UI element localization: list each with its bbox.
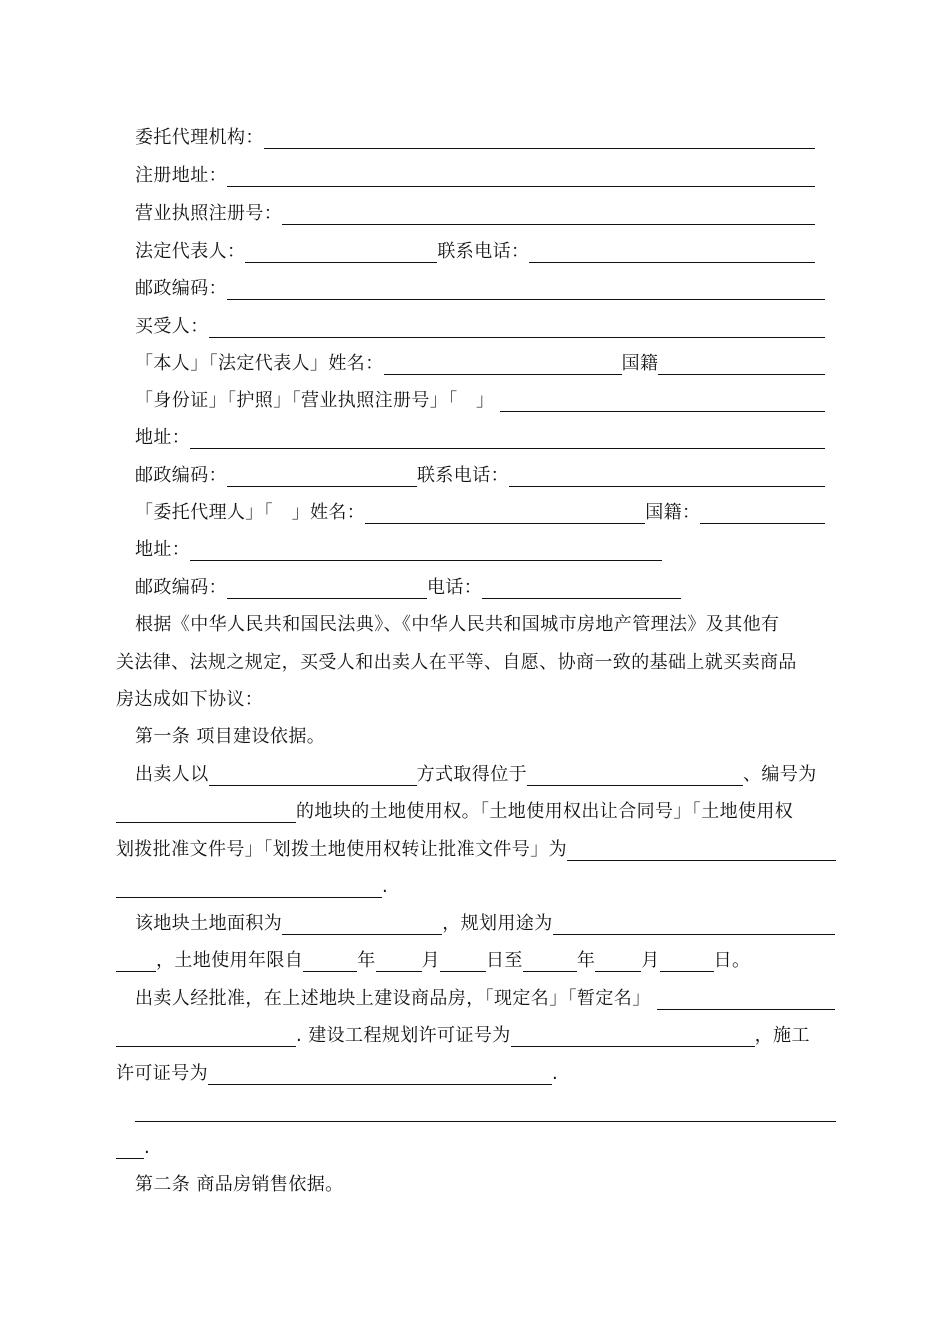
- agent-line: [135, 492, 825, 530]
- start-year-blank[interactable]: [303, 970, 357, 972]
- article1-p2-line2: [116, 940, 750, 978]
- agent-phone-blank[interactable]: [482, 597, 681, 599]
- end-day-blank[interactable]: [660, 970, 714, 972]
- agent-nationality-label: 国籍：: [645, 502, 701, 523]
- legal-rep-blank[interactable]: [245, 261, 437, 263]
- buyer-nationality-label: 国籍: [621, 353, 659, 374]
- planned-use-blank[interactable]: [553, 933, 835, 935]
- license-label: 营业执照注册号：: [135, 203, 283, 224]
- article1-text: 许可证号为: [116, 1063, 208, 1084]
- preamble-text-3: 房达成如下协议：: [116, 689, 264, 710]
- period: .: [144, 1137, 150, 1158]
- month-label: 月: [421, 950, 441, 971]
- article2-title-text: 第二条 商品房销售依据。: [135, 1174, 344, 1195]
- supplement-blank-2[interactable]: [116, 1157, 144, 1159]
- reg-address-line: [135, 155, 815, 193]
- agent-address-line: [135, 529, 662, 567]
- agent-address-blank[interactable]: [190, 559, 662, 561]
- agency-postcode-blank[interactable]: [227, 298, 825, 300]
- period: .: [382, 876, 388, 897]
- land-method-blank[interactable]: [209, 784, 417, 786]
- article1-text: 出卖人经批准，在上述地块上建设商品房，「现定名」「暂定名」: [135, 988, 651, 1009]
- year-label: 年: [357, 950, 376, 971]
- article1-title: [135, 716, 325, 754]
- article1-text: ，施工: [754, 1025, 810, 1046]
- preamble-line-3: [116, 679, 263, 717]
- buyer-label: 买受人：: [135, 316, 209, 337]
- article1-p4-line1: [135, 1090, 836, 1128]
- agent-name-blank[interactable]: [365, 522, 645, 524]
- reg-address-blank[interactable]: [227, 185, 815, 187]
- agent-label: 「委托代理人」「 」姓名：: [135, 502, 366, 523]
- article1-p2-line1: [135, 903, 835, 941]
- article2-title: [135, 1164, 344, 1202]
- buyer-postcode-line: [135, 455, 825, 493]
- article1-text: 方式取得位于: [416, 764, 528, 785]
- agent-postcode-label: 邮政编码：: [135, 577, 227, 598]
- buyer-address-blank[interactable]: [190, 447, 825, 449]
- contract-number-blank-2[interactable]: [116, 896, 382, 898]
- agent-phone-label: 电话：: [427, 577, 483, 598]
- legal-rep-line: [135, 231, 815, 269]
- buyer-postcode-label: 邮政编码：: [135, 465, 227, 486]
- project-name-blank[interactable]: [657, 1008, 835, 1010]
- article1-p1-line3: [116, 829, 836, 867]
- agent-nationality-blank[interactable]: [700, 522, 825, 524]
- planned-use-blank-2[interactable]: [116, 970, 156, 972]
- year-label: 年: [576, 950, 596, 971]
- day-end-label: 日。: [713, 950, 751, 971]
- buyer-nationality-blank[interactable]: [658, 373, 825, 375]
- agent-postcode-line: [135, 567, 681, 605]
- legal-rep-phone-blank[interactable]: [529, 261, 815, 263]
- preamble-text-1: 根据《中华人民共和国民法典》、《中华人民共和国城市房地产管理法》及其他有: [135, 614, 780, 635]
- legal-rep-phone-label: 联系电话：: [437, 241, 530, 262]
- agency-postcode-label: 邮政编码：: [135, 278, 227, 299]
- article1-text: ，土地使用年限自: [156, 950, 304, 971]
- agent-address-label: 地址：: [135, 539, 191, 560]
- buyer-postcode-blank[interactable]: [227, 485, 417, 487]
- preamble-line-2: [116, 642, 797, 680]
- end-year-blank[interactable]: [523, 970, 577, 972]
- agency-blank[interactable]: [264, 147, 815, 149]
- article1-p1-line2: [116, 791, 836, 829]
- license-blank[interactable]: [282, 223, 815, 225]
- preamble-line-1: [135, 604, 779, 642]
- buyer-address-line: [135, 417, 825, 455]
- agency-postcode-line: [135, 268, 825, 306]
- license-line: [135, 193, 815, 231]
- day-to-label: 日至: [486, 950, 523, 971]
- planning-permit-blank[interactable]: [511, 1045, 755, 1047]
- agency-label: 委托代理机构：: [135, 127, 264, 148]
- article1-text: 划拨批准文件号」「划拨土地使用权转让批准文件号」为: [116, 839, 567, 860]
- article1-p1-line1: [135, 754, 835, 792]
- month-label: 月: [641, 950, 660, 971]
- start-month-blank[interactable]: [376, 970, 422, 972]
- buyer-address-label: 地址：: [135, 427, 191, 448]
- buyer-id-blank[interactable]: [500, 410, 825, 412]
- period: .: [552, 1063, 558, 1084]
- article1-text: ，规划用途为: [442, 913, 553, 934]
- article1-text: . 建设工程规划许可证号为: [296, 1025, 511, 1046]
- start-day-blank[interactable]: [440, 970, 486, 972]
- land-number-blank[interactable]: [116, 821, 296, 823]
- supplement-blank[interactable]: [135, 1120, 836, 1122]
- buyer-phone-label: 联系电话：: [417, 465, 509, 486]
- article1-text: 该地块土地面积为: [135, 913, 283, 934]
- agent-postcode-blank[interactable]: [227, 597, 427, 599]
- article1-p4-line2: [116, 1127, 150, 1165]
- land-location-blank[interactable]: [527, 784, 743, 786]
- land-area-blank[interactable]: [282, 933, 442, 935]
- article1-text: 的地块的土地使用权。「土地使用权出让合同号」「土地使用权: [296, 801, 794, 822]
- buyer-line: [135, 306, 825, 344]
- article1-p1-line4: [116, 866, 388, 904]
- buyer-name-blank[interactable]: [384, 373, 622, 375]
- article1-text: 、编号为: [743, 764, 817, 785]
- construction-permit-blank[interactable]: [208, 1083, 552, 1085]
- article1-p3-line3: [116, 1053, 558, 1091]
- buyer-id-line: [135, 380, 825, 418]
- end-month-blank[interactable]: [595, 970, 641, 972]
- reg-address-label: 注册地址：: [135, 165, 227, 186]
- article1-p3-line2: [116, 1015, 836, 1053]
- article1-p3-line1: [135, 978, 835, 1016]
- buyer-name-line: [135, 343, 825, 381]
- article1-text: 出卖人以: [135, 764, 209, 785]
- project-name-blank-2[interactable]: [116, 1045, 296, 1047]
- contract-number-blank[interactable]: [567, 859, 836, 861]
- buyer-id-label: 「身份证」「护照」「营业执照注册号」「 」: [135, 390, 495, 411]
- buyer-phone-blank[interactable]: [509, 485, 825, 487]
- buyer-name-label: 「本人」「法定代表人」姓名：: [135, 353, 384, 374]
- agency-line: [135, 117, 815, 155]
- preamble-text-2: 关法律、法规之规定，买受人和出卖人在平等、自愿、协商一致的基础上就买卖商品: [116, 652, 797, 673]
- article1-title-text: 第一条 项目建设依据。: [135, 726, 326, 747]
- buyer-blank[interactable]: [209, 336, 825, 338]
- legal-rep-label: 法定代表人：: [135, 241, 246, 262]
